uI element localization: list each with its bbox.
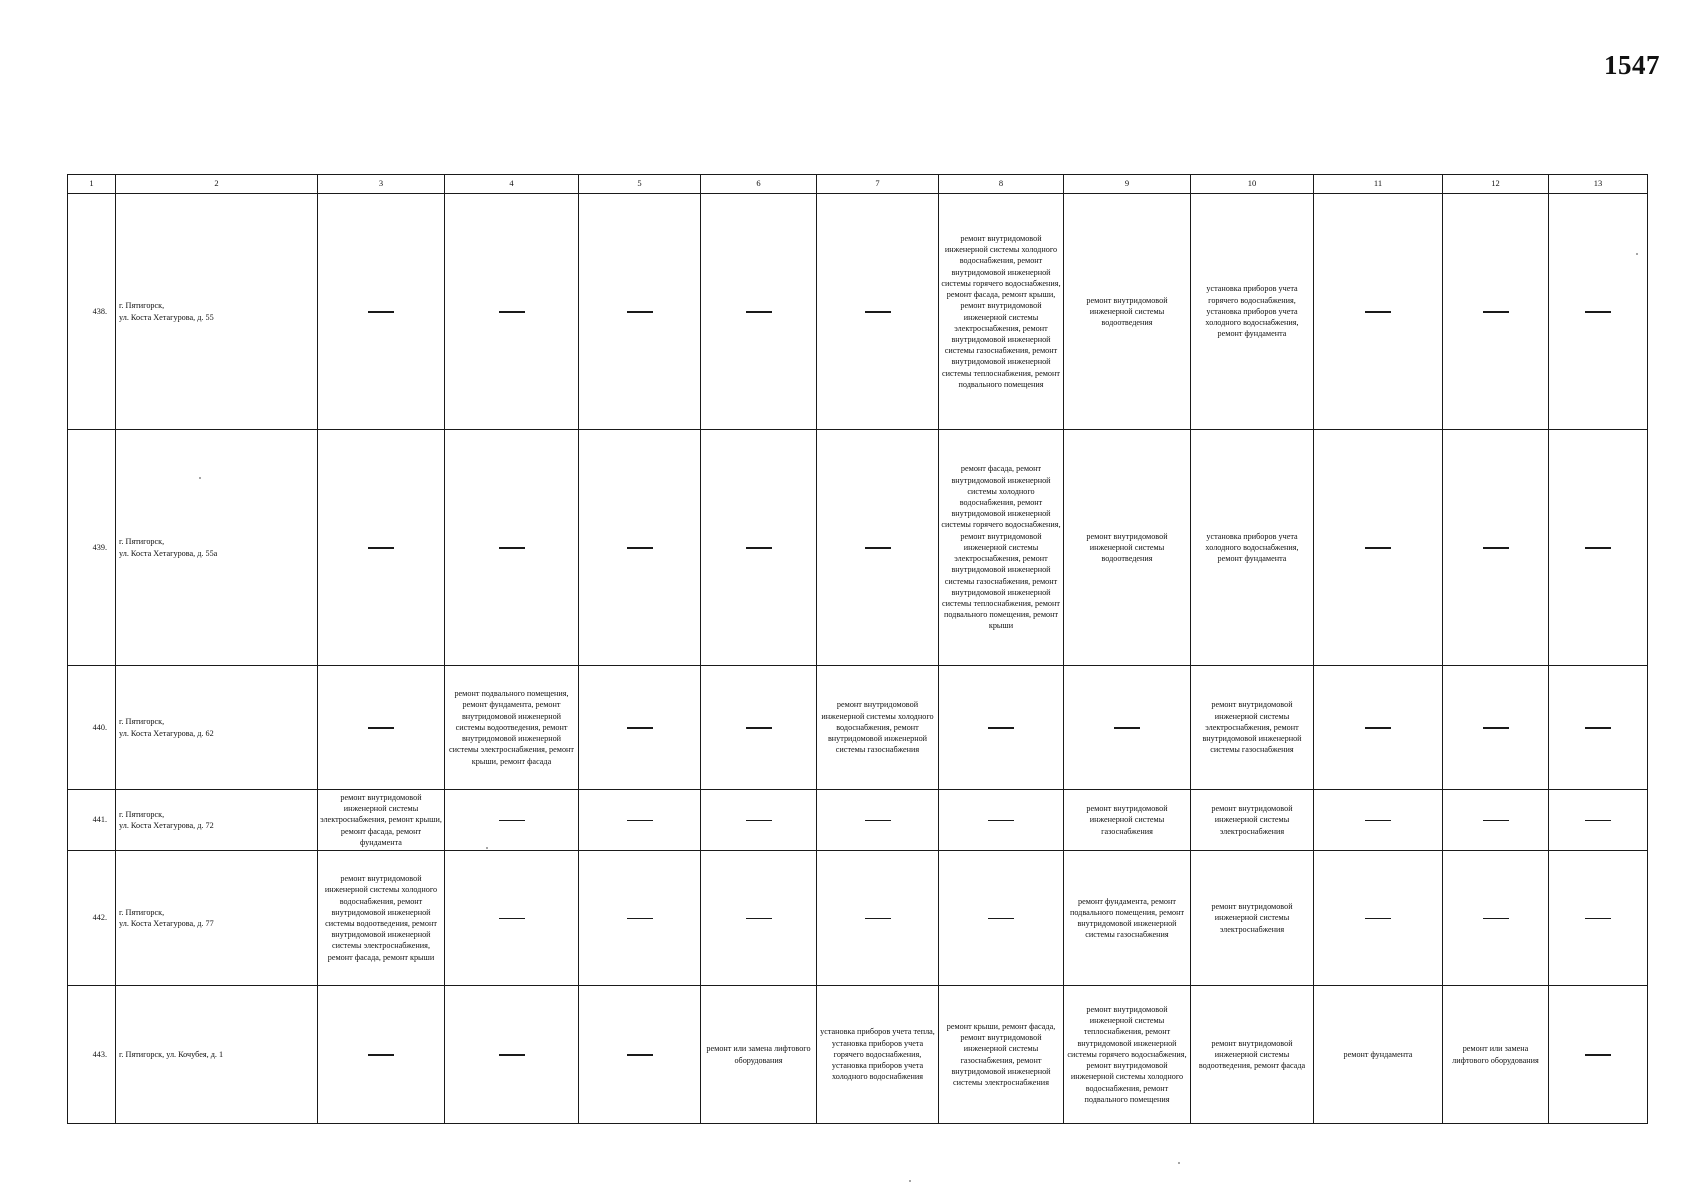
work-type-cell: ремонт внутридомовой инженерной системы теплоснабжения, ремонт внутридомовой инженерной системы горячего водоснабжения, ремонт внутридомовой инженерной системы холодного водоснабжения, ремонт подвального помещения [1064,986,1191,1124]
dash-mark [1365,820,1391,821]
table-row [68,790,1648,851]
dash-mark [627,547,653,548]
empty-cell [579,790,701,851]
address-street: ул. Коста Хетагурова, д. 77 [119,919,214,928]
row-number: 442. [68,851,116,986]
column-header: 8 [939,175,1064,194]
repair-schedule-table [67,174,1648,1124]
scan-speck [909,1180,911,1182]
address-cell [116,790,318,851]
empty-cell [1549,666,1648,790]
dash-mark [499,918,525,919]
empty-cell [1549,851,1648,986]
dash-mark [746,727,772,728]
dash-mark [988,820,1014,821]
empty-cell [817,194,939,430]
scan-speck [199,477,201,479]
empty-cell [939,666,1064,790]
scan-speck [486,847,488,849]
dash-mark [988,918,1014,919]
work-type-cell: ремонт внутридомовой инженерной системы электроснабжения [1191,851,1314,986]
dash-mark [746,311,772,312]
work-type-cell: ремонт фасада, ремонт внутридомовой инженерной системы холодного водоснабжения, ремонт внутридомовой инженерной системы горячего водоснабжения, ремонт внутридомовой инженерной системы электроснабжения, ремонт внутридомовой инженерной системы газоснабжения, ремонт внутридомовой инженерной системы теплоснабжения, ремонт подвального помещения, ремонт крыши [939,430,1064,666]
address-city: г. Пятигорск, [119,717,165,727]
empty-cell [701,666,817,790]
work-type-cell: ремонт внутридомовой инженерной системы электроснабжения, ремонт внутридомовой инженерной системы газоснабжения [1191,666,1314,790]
empty-cell [579,986,701,1124]
dash-mark [1483,311,1509,312]
empty-cell [318,666,445,790]
dash-mark [499,547,525,548]
page-number: 1547 [1604,50,1660,80]
empty-cell [817,430,939,666]
row-number: 438. [68,194,116,430]
dash-mark [627,820,653,821]
work-type-cell: ремонт или замена лифтового оборудования [701,986,817,1124]
empty-cell [701,430,817,666]
column-header: 5 [579,175,701,194]
dash-mark [988,727,1014,728]
empty-cell [939,790,1064,851]
dash-mark [499,820,525,821]
address-cell [116,986,318,1124]
empty-cell [1314,430,1443,666]
dash-mark [368,311,394,312]
empty-cell [318,430,445,666]
dash-mark [627,311,653,312]
empty-cell [1443,851,1549,986]
empty-cell [939,851,1064,986]
dash-mark [865,820,891,821]
dash-mark [1585,311,1611,312]
empty-cell [1443,666,1549,790]
address-street: ул. Коста Хетагурова, д. 72 [119,821,214,830]
empty-cell [445,430,579,666]
work-type-cell: ремонт внутридомовой инженерной системы водоотведения [1064,430,1191,666]
address-street: ул. Коста Хетагурова, д. 62 [119,728,214,738]
work-type-cell: ремонт крыши, ремонт фасада, ремонт внутридомовой инженерной системы газоснабжения, ремонт внутридомовой инженерной системы электроснабжения [939,986,1064,1124]
empty-cell [445,194,579,430]
dash-mark [1365,918,1391,919]
address-cell [116,666,318,790]
empty-cell [1314,851,1443,986]
empty-cell [1314,666,1443,790]
dash-mark [1585,918,1611,919]
address-cell [116,851,318,986]
dash-mark [1483,918,1509,919]
dash-mark [1365,727,1391,728]
address-city: г. Пятигорск, [119,907,165,917]
row-number: 440. [68,666,116,790]
address-city: г. Пятигорск, [119,809,165,819]
empty-cell [579,194,701,430]
work-type-cell: ремонт внутридомовой инженерной системы электроснабжения, ремонт крыши, ремонт фасада, ремонт фундамента [318,790,445,851]
address-city: г. Пятигорск, [119,301,165,311]
empty-cell [1443,790,1549,851]
empty-cell [579,666,701,790]
row-number: 441. [68,790,116,851]
header-row [68,175,1648,194]
work-type-cell: ремонт внутридомовой инженерной системы электроснабжения [1191,790,1314,851]
column-header: 1 [68,175,116,194]
empty-cell [701,790,817,851]
dash-mark [1365,311,1391,312]
column-header: 9 [1064,175,1191,194]
dash-mark [1114,727,1140,728]
table-row [68,851,1648,986]
address-city: г. Пятигорск, [119,537,165,547]
dash-mark [499,311,525,312]
work-type-cell: установка приборов учета горячего водоснабжения, установка приборов учета холодного водоснабжения, ремонт фундамента [1191,194,1314,430]
dash-mark [1483,727,1509,728]
dash-mark [368,727,394,728]
address-cell [116,430,318,666]
empty-cell [445,851,579,986]
table-row [68,194,1648,430]
work-type-cell: установка приборов учета холодного водоснабжения, ремонт фундамента [1191,430,1314,666]
empty-cell [701,194,817,430]
dash-mark [1585,1054,1611,1055]
empty-cell [318,986,445,1124]
empty-cell [1314,194,1443,430]
dash-mark [1483,820,1509,821]
address-street: ул. Коста Хетагурова, д. 55 [119,312,214,322]
row-number: 439. [68,430,116,666]
empty-cell [1443,430,1549,666]
work-type-cell: ремонт внутридомовой инженерной системы холодного водоснабжения, ремонт внутридомовой инженерной системы горячего водоснабжения, ремонт фасада, ремонт крыши, ремонт внутридомовой инженерной системы электроснабжения, ремонт внутридомовой инженерной системы газоснабжения, ремонт внутридомовой инженерной системы теплоснабжения, ремонт подвального помещения [939,194,1064,430]
column-header: 2 [116,175,318,194]
dash-mark [1585,727,1611,728]
dash-mark [746,820,772,821]
address-cell [116,194,318,430]
work-type-cell: ремонт фундамента [1314,986,1443,1124]
dash-mark [1365,547,1391,548]
work-type-cell: ремонт внутридомовой инженерной системы водоотведения, ремонт фасада [1191,986,1314,1124]
address-street: ул. Коста Хетагурова, д. 55а [119,548,218,558]
empty-cell [1314,790,1443,851]
dash-mark [1585,547,1611,548]
column-header: 4 [445,175,579,194]
dash-mark [499,1054,525,1055]
dash-mark [865,547,891,548]
empty-cell [445,986,579,1124]
work-type-cell: ремонт внутридомовой инженерной системы водоотведения [1064,194,1191,430]
empty-cell [1549,986,1648,1124]
table-row [68,986,1648,1124]
column-header: 6 [701,175,817,194]
table-row [68,666,1648,790]
work-type-cell: ремонт внутридомовой инженерной системы холодного водоснабжения, ремонт внутридомовой инженерной системы газоснабжения [817,666,939,790]
scan-speck [1636,253,1638,255]
empty-cell [817,851,939,986]
empty-cell [817,790,939,851]
column-header: 10 [1191,175,1314,194]
dash-mark [368,1054,394,1055]
column-header: 11 [1314,175,1443,194]
column-number-header [68,175,1648,194]
table-row [68,430,1648,666]
work-type-cell: ремонт подвального помещения, ремонт фундамента, ремонт внутридомовой инженерной системы водоотведения, ремонт внутридомовой инженерной системы электроснабжения, ремонт крыши, ремонт фасада [445,666,579,790]
column-header: 7 [817,175,939,194]
dash-mark [865,311,891,312]
empty-cell [445,790,579,851]
scan-speck [1178,1162,1180,1164]
dash-mark [746,547,772,548]
work-type-cell: ремонт фундамента, ремонт подвального помещения, ремонт внутридомовой инженерной системы газоснабжения [1064,851,1191,986]
work-type-cell: ремонт внутридомовой инженерной системы газоснабжения [1064,790,1191,851]
dash-mark [627,918,653,919]
dash-mark [368,547,394,548]
address-city: г. Пятигорск, ул. Кочубея, д. 1 [119,1049,224,1059]
work-type-cell: ремонт внутридомовой инженерной системы холодного водоснабжения, ремонт внутридомовой инженерной системы водоотведения, ремонт внутридомовой инженерной системы электроснабжения, ремонт фасада, ремонт крыши [318,851,445,986]
empty-cell [1549,790,1648,851]
empty-cell [579,430,701,666]
work-type-cell: установка приборов учета тепла, установка приборов учета горячего водоснабжения, установка приборов учета холодного водоснабжения [817,986,939,1124]
dash-mark [1585,820,1611,821]
column-header: 13 [1549,175,1648,194]
dash-mark [627,727,653,728]
empty-cell [579,851,701,986]
table-body [68,194,1648,1124]
empty-cell [1064,666,1191,790]
column-header: 12 [1443,175,1549,194]
dash-mark [1483,547,1509,548]
empty-cell [1549,194,1648,430]
column-header: 3 [318,175,445,194]
dash-mark [746,918,772,919]
empty-cell [318,194,445,430]
dash-mark [865,918,891,919]
work-type-cell: ремонт или замена лифтового оборудования [1443,986,1549,1124]
dash-mark [627,1054,653,1055]
empty-cell [701,851,817,986]
empty-cell [1549,430,1648,666]
empty-cell [1443,194,1549,430]
row-number: 443. [68,986,116,1124]
